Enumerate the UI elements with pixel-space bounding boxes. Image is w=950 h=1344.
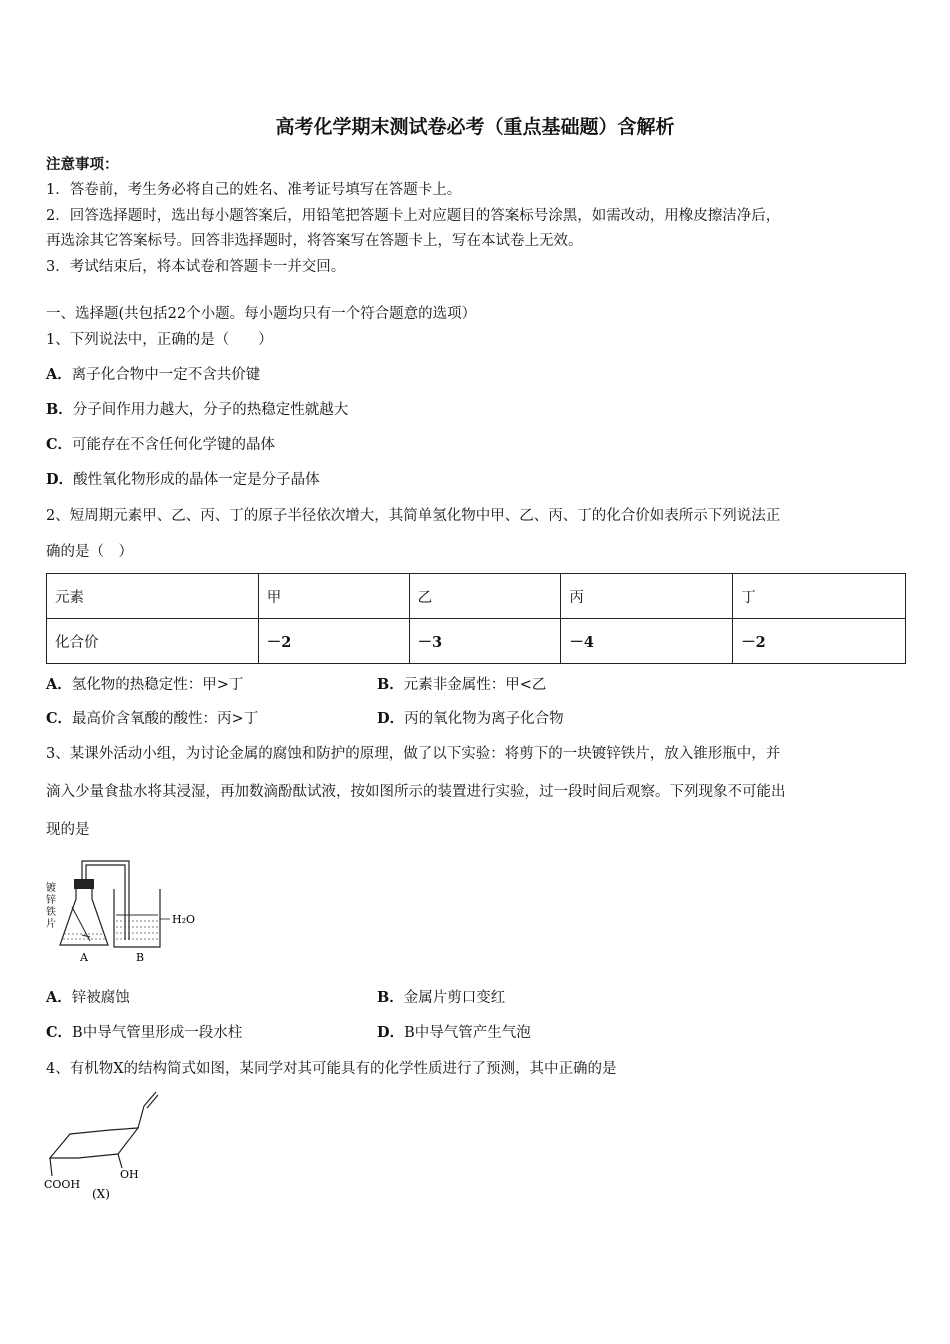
table-cell: 丁 xyxy=(733,574,906,619)
table-cell: －3 xyxy=(409,619,561,664)
option-letter: A． xyxy=(46,366,72,383)
water-label: H₂O xyxy=(172,913,196,926)
option-text: 最高价含氧酸的酸性：丙>丁 xyxy=(72,711,259,727)
option-letter: C． xyxy=(46,436,73,453)
option-letter: C． xyxy=(46,710,73,727)
notice-heading: 注意事项： xyxy=(46,156,119,173)
option-letter: B． xyxy=(377,989,404,1006)
option-letter: C． xyxy=(46,1024,73,1041)
beaker-label-b: B xyxy=(136,951,145,964)
option-text: 金属片剪口变红 xyxy=(403,990,506,1006)
option-text: 离子化合物中一定不含共价键 xyxy=(71,367,261,383)
q3-option-a xyxy=(46,986,130,1007)
figure-side-label: 片 xyxy=(46,919,56,930)
valence-table xyxy=(46,573,906,664)
section-heading: 一、选择题(共包括22个小题。每小题均只有一个符合题意的选项） xyxy=(46,306,477,322)
table-cell: 甲 xyxy=(258,574,409,619)
table-cell: 化合价 xyxy=(47,619,259,664)
q1-stem: 1、下列说法中，正确的是（ ） xyxy=(46,332,273,348)
q2-option-c xyxy=(46,707,258,728)
option-text: 分子间作用力越大，分子的热稳定性就越大 xyxy=(72,402,349,418)
table-cell: －2 xyxy=(733,619,906,664)
option-text: B中导气管产生气泡 xyxy=(404,1025,531,1041)
cooh-label: COOH xyxy=(44,1178,81,1191)
q3-stem-line2: 滴入少量食盐水将其浸湿，再加数滴酚酞试液，按如图所示的装置进行实验，过一段时间后观察。下列现象不可能出 xyxy=(46,784,786,800)
q1-option-d xyxy=(46,468,320,489)
table-cell: －2 xyxy=(258,619,409,664)
notice-item: 2．回答选择题时，选出每小题答案后，用铅笔把答题卡上对应题目的答案标号涂黑，如需改动，用橡皮擦洁净后， xyxy=(46,208,781,224)
option-letter: B． xyxy=(377,676,404,693)
table-cell: 乙 xyxy=(409,574,561,619)
figure-side-label: 铁 xyxy=(46,907,56,918)
option-text: B中导气管里形成一段水柱 xyxy=(72,1025,243,1041)
q3-option-c xyxy=(46,1021,242,1042)
option-text: 锌被腐蚀 xyxy=(71,990,130,1006)
q1-option-b xyxy=(46,398,348,419)
page-title: 高考化学期末测试卷必考（重点基础题）含解析 xyxy=(275,116,675,138)
notice-item: 1．答卷前，考生务必将自己的姓名、准考证号填写在答题卡上。 xyxy=(46,182,462,198)
molecule-caption: (X) xyxy=(92,1187,110,1201)
notice-item: 3．考试结束后，将本试卷和答题卡一并交回。 xyxy=(46,259,346,275)
q1-option-a xyxy=(46,363,260,384)
option-letter: D． xyxy=(46,471,74,488)
q4-stem: 4、有机物X的结构简式如图，某同学对其可能具有的化学性质进行了预测，其中正确的是 xyxy=(46,1061,617,1077)
notice-item: 再选涂其它答案标号。回答非选择题时，将答案写在答题卡上，写在本试卷上无效。 xyxy=(46,233,583,249)
figure-side-label: 锌 xyxy=(46,895,56,906)
table-row xyxy=(47,619,906,664)
q3-option-b xyxy=(377,986,505,1007)
q2-option-b xyxy=(377,673,546,694)
q3-stem-line1: 3、某课外活动小组，为讨论金属的腐蚀和防护的原理，做了以下实验：将剪下的一块镀锌铁片，放入锥形瓶中，并 xyxy=(46,746,781,762)
q1-option-c xyxy=(46,433,275,454)
option-letter: A． xyxy=(46,676,72,693)
table-header-row xyxy=(47,574,906,619)
option-text: 酸性氧化物形成的晶体一定是分子晶体 xyxy=(73,472,320,488)
q2-option-d xyxy=(377,707,564,728)
figure-side-label: 镀 xyxy=(46,883,56,894)
molecule-x-figure xyxy=(40,1086,180,1208)
q2-stem-line2: 确的是（ ） xyxy=(46,544,133,560)
corrosion-apparatus-figure xyxy=(44,855,214,967)
option-letter: B． xyxy=(46,401,73,418)
q3-option-d xyxy=(377,1021,531,1042)
q2-stem-line1: 2、短周期元素甲、乙、丙、丁的原子半径依次增大，其简单氢化物中甲、乙、丙、丁的化合价如表所示下列说法正 xyxy=(46,508,781,524)
option-letter: D． xyxy=(377,1024,405,1041)
table-cell: 元素 xyxy=(47,574,259,619)
table-cell: －4 xyxy=(561,619,733,664)
q2-option-a xyxy=(46,673,243,694)
table-cell: 丙 xyxy=(561,574,733,619)
option-letter: A． xyxy=(46,989,72,1006)
option-text: 氢化物的热稳定性：甲>丁 xyxy=(71,677,244,693)
oh-label: OH xyxy=(120,1168,139,1181)
option-text: 可能存在不含任何化学键的晶体 xyxy=(72,437,276,453)
option-text: 丙的氧化物为离子化合物 xyxy=(404,711,564,727)
flask-label-a: A xyxy=(80,951,88,964)
q3-stem-line3: 现的是 xyxy=(46,822,90,838)
option-letter: D． xyxy=(377,710,405,727)
option-text: 元素非金属性：甲<乙 xyxy=(403,677,547,693)
